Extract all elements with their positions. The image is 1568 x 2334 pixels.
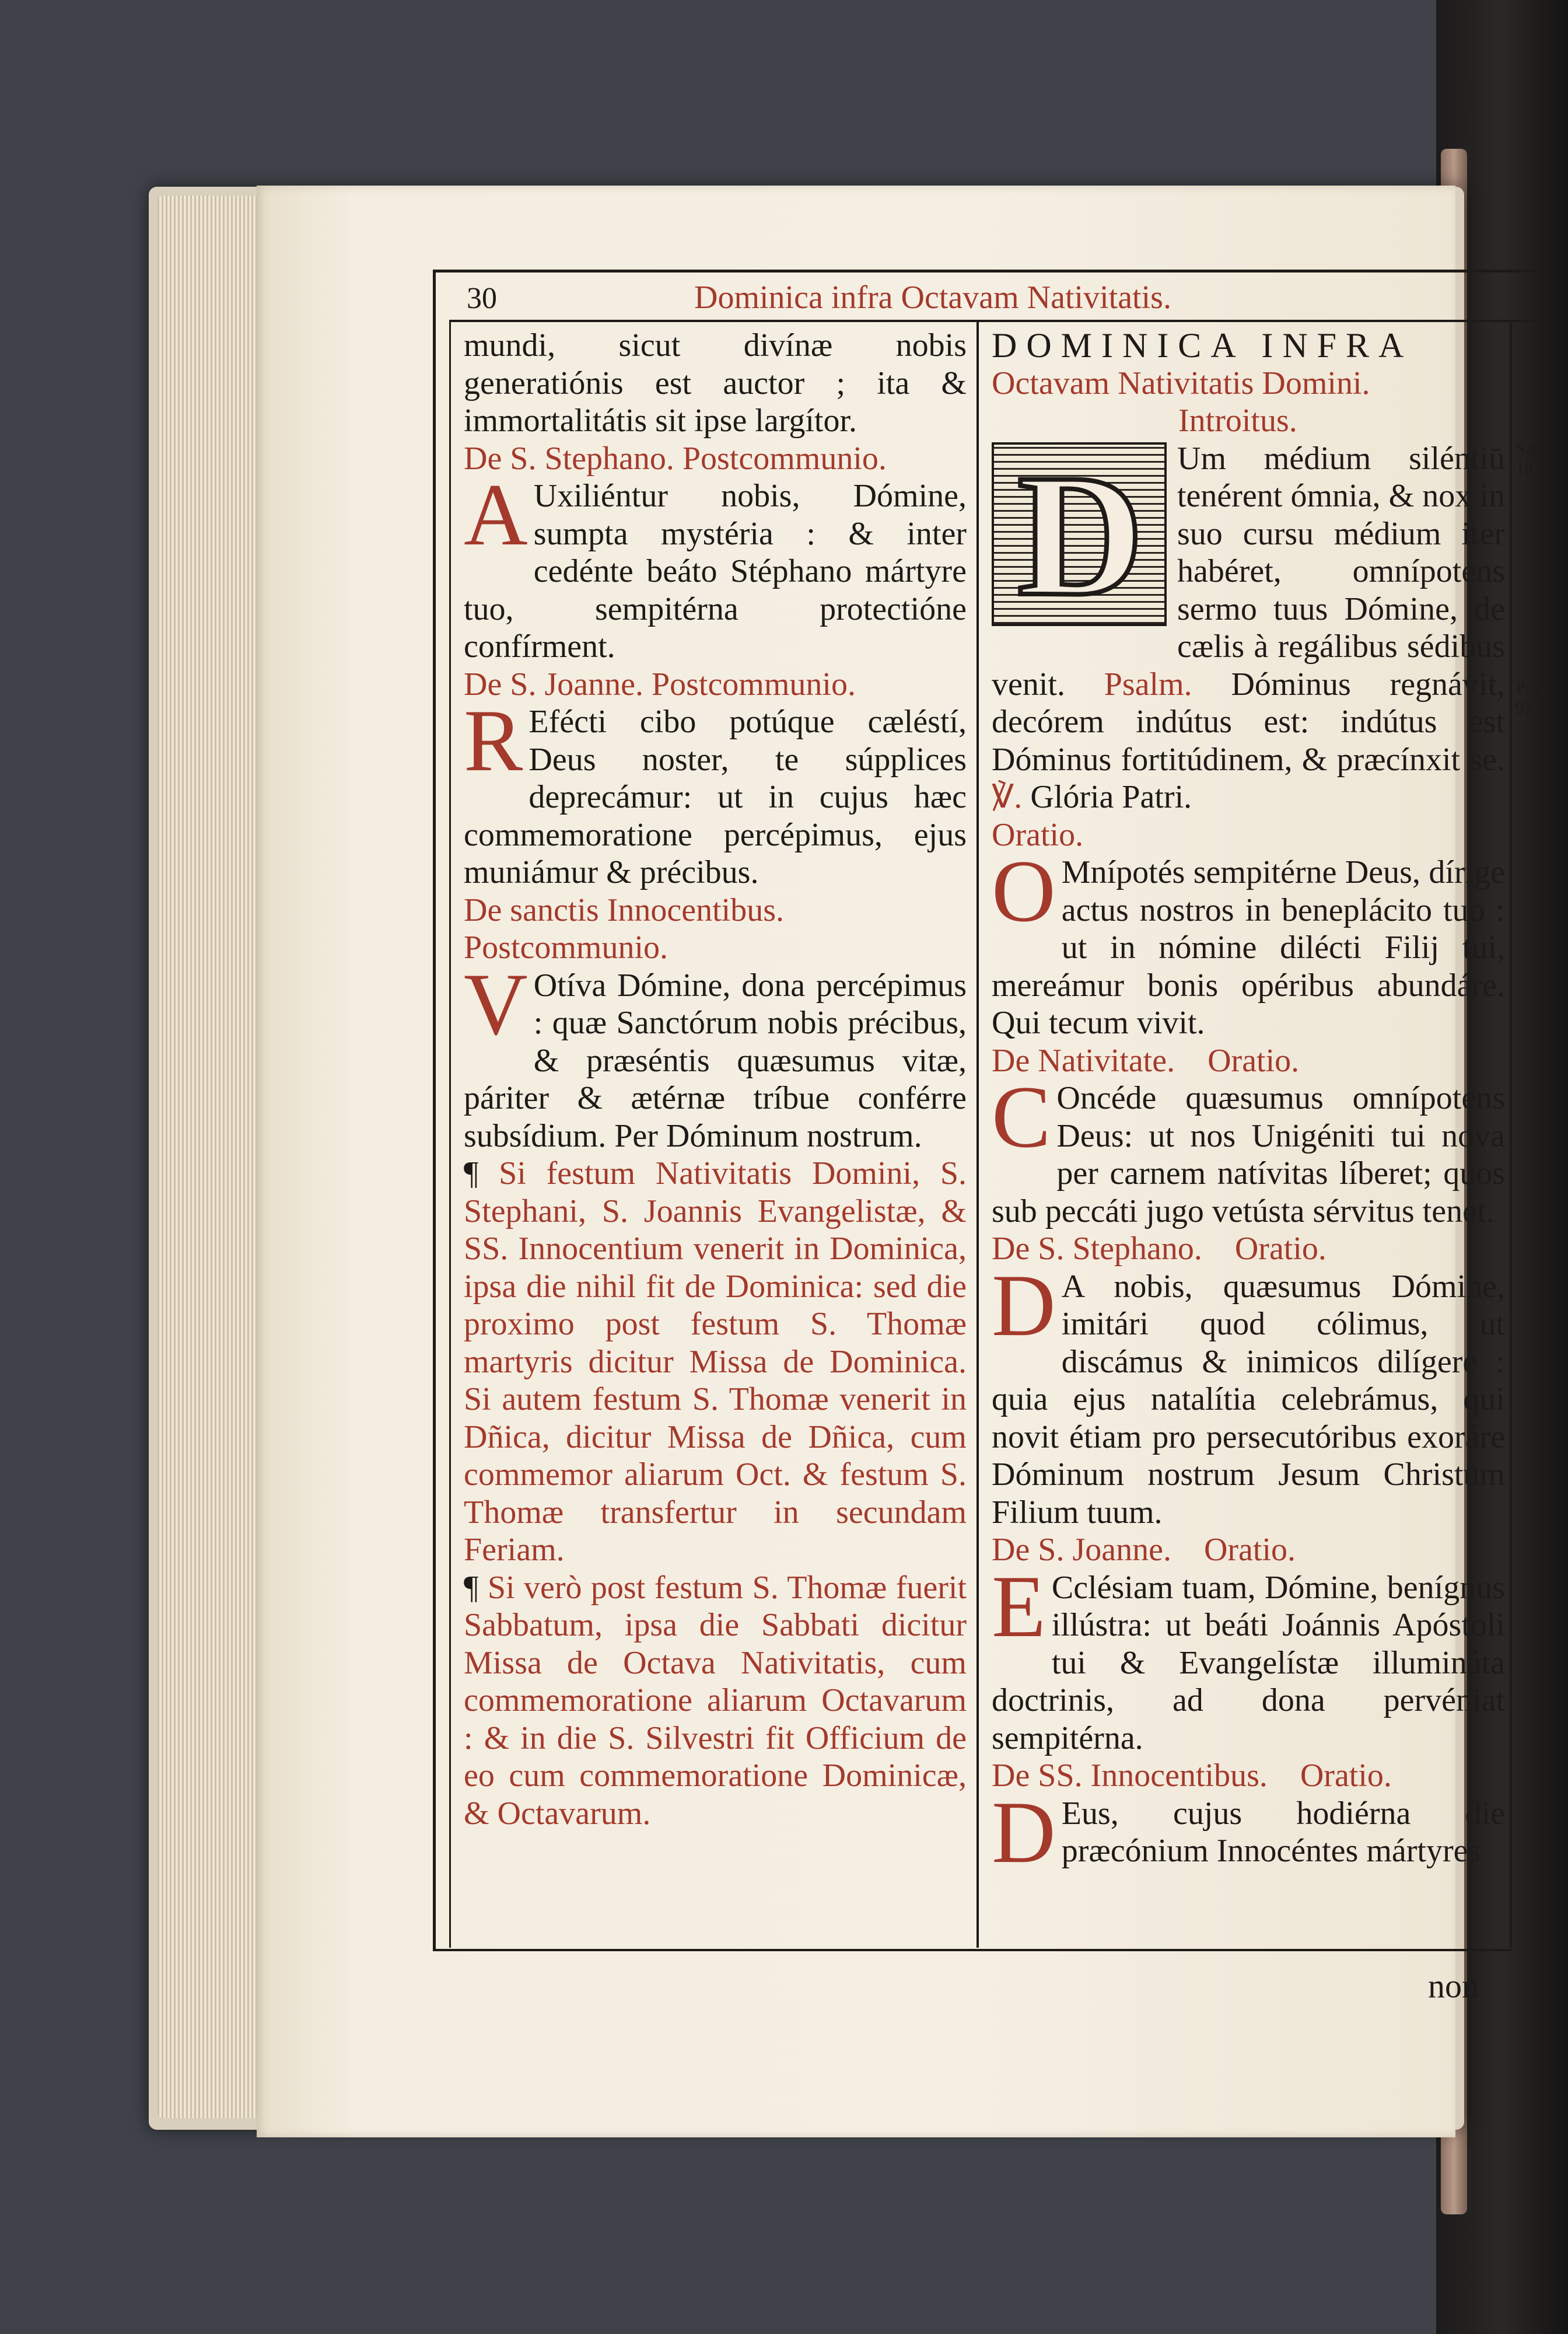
continuation-text: mundi, sicut divínæ nobis generatiónis est auctor ; ita & immortalitátis sit ipse largítor.: [464, 327, 967, 439]
rubrical-note-text: Si festum Nativitatis Domini, S. Stephani, S. Joannis Evangelistæ, & SS. Innocentium venerit in Dominica, ipsa die nihil fit de Dominica: sed die proximo post festum S. Thomæ martyris dicitur Missa de Dominica. Si autem festum S. Thomæ venerit in Dñica, dicitur Missa de Dñica, cum commemor aliarum Oct. & festum S. Thomæ transfertur in secundam Feriam.: [464, 1155, 967, 1568]
pilcrow-icon: ¶: [464, 1569, 479, 1606]
margin-note-psal: Psal. 92.: [1516, 678, 1549, 717]
prayer-text: Oncéde quæsumus omnípotens Deus: ut nos Unigéniti tui nova per carnem natívitas líberet; quos sub peccáti jugo vetústa sérvitus tenet.: [992, 1080, 1505, 1229]
initial-letter: O: [992, 842, 1056, 940]
prayer-text: Cclésiam tuam, Dómine, benígnus illústra: ut beáti Joánnis Apóstoli tui & Evangelístæ illumináta doctrinis, ad dona pervéniat sempitérna.: [992, 1569, 1505, 1756]
introit-psalm: Dóminus regnávit, decórem indútus est: indútus est Dóminus fortitúdinem, & præcínxit se.: [992, 666, 1506, 778]
introit: [992, 440, 1505, 816]
frame-top-rule: [435, 270, 1537, 272]
prayer-oratio: [992, 842, 1505, 1042]
decorated-initial-letter: D: [1017, 438, 1144, 632]
page-edges: [158, 195, 257, 2118]
rubrical-note-text: Si verò post festum S. Thomæ fuerit Sabbatum, ipsa die Sabbati dicitur Missa de Octava Nativitatis, cum commemoratione aliarum Octavarum : & in die S. Silvestri fit Officium de eo cum commemoratione Dominicæ, & Octavarum.: [464, 1569, 967, 1832]
initial-letter: V: [464, 955, 528, 1053]
rubric-john-oratio: De S. Joanne. Oratio.: [992, 1532, 1296, 1568]
prayer-text: A nobis, quæsumus Dómine, imitári quod cólimus, ut discámus & inimicos dilígere : quia ejus natalítia celebrámus, qui novit étiam pro persecutóribus exoráre Dóminum nostrum Jesum Christum Filium tuum.: [992, 1268, 1505, 1531]
rubric-innocents-postcommunio: Postcommunio.: [464, 930, 668, 966]
section-subtitle: Octavam Nativitatis Domini.: [992, 365, 1370, 401]
catchword: non: [1428, 1967, 1479, 2005]
prayer-john: [992, 1557, 1505, 1758]
pilcrow-icon: ¶: [464, 1155, 479, 1192]
prayer-text: Uxiliéntur nobis, Dómine, sumpta mystéria : & inter cedénte beáto Stéphano mártyre tuo, sempitérna protectióne confírment.: [464, 478, 967, 665]
initial-letter: D: [992, 1256, 1056, 1354]
initial-letter: D: [992, 1783, 1056, 1881]
frame-left-rule: [433, 270, 436, 1950]
rubric-stephen-postcommunio: De S. Stephano. Postcommunio.: [464, 440, 887, 477]
initial-letter: E: [992, 1557, 1046, 1655]
initial-letter: A: [464, 466, 528, 564]
prayer-text: Otíva Dómine, dona percépimus : quæ Sanctórum nobis précibus, & præséntis quæsumus vitæ, páriter & ætérnæ tríbue conférre subsídium. Per Dóminum nostrum.: [464, 967, 967, 1154]
prayer-innocents: [992, 1783, 1505, 1881]
prayer-nativity: [992, 1068, 1505, 1230]
prayer-stephen: [992, 1256, 1505, 1532]
rubrical-note-2: [464, 1569, 967, 1833]
margin-note-sap: Sap. 18.: [1516, 439, 1546, 478]
rubric-innocents-oratio: De SS. Innocentibus. Oratio.: [992, 1758, 1392, 1794]
initial-letter: C: [992, 1068, 1051, 1166]
prayer-innocents-postcommunio: [464, 955, 967, 1155]
left-column: [464, 327, 967, 1832]
gloria-patri: Glória Patri.: [1030, 779, 1192, 815]
header-underline: [449, 320, 1537, 322]
prayer-john-postcommunio: [464, 691, 967, 892]
rubrical-note-1: [464, 1155, 967, 1569]
prayer-text: Efécti cibo potúque cæléstí, Deus noster, te súpplices deprecámur: ut in cujus hæc commemoratione percépimus, ejus muniámur & précibus.: [464, 704, 967, 890]
frame-bottom-rule: [433, 1949, 1512, 1951]
versicle-icon: ℣.: [992, 779, 1023, 815]
decorated-initial-d: [992, 438, 1167, 632]
section-title: DOMINICA INFRA: [992, 326, 1413, 365]
column-divider: [977, 320, 979, 1948]
rubric-john-postcommunio: De S. Joanne. Postcommunio.: [464, 666, 856, 703]
prayer-stephen-postcommunio: [464, 466, 967, 666]
psalm-label: Psalm.: [1104, 666, 1192, 703]
frame-left-inner-rule: [449, 320, 451, 1948]
rubric-oratio: Oratio.: [992, 816, 1084, 853]
page-number: 30: [467, 282, 497, 315]
rubric-nativity-oratio: De Nativitate. Oratio.: [992, 1042, 1300, 1079]
introit-antiphon: Um médium siléntiū tenérent ómnia, & nox in suo cursu médium iter habéret, omnípotens sermo tuus Dómine, de cælis à regálibus sédibus venit.: [992, 440, 1505, 703]
initial-letter: R: [464, 691, 523, 789]
prayer-text: Eus, cujus hodiérna die præcónium Innocéntes mártyres: [1061, 1795, 1505, 1869]
rubric-introitus: Introitus.: [1178, 403, 1297, 439]
rubric-innocents: De sanctis Innocentibus.: [464, 892, 784, 928]
right-column: [992, 326, 1506, 1881]
prayer-text: Mnípotés sempitérne Deus, dírige actus nostros in beneplácito tuo : ut in nómine dilécti Filij tui, mereámur bonis opéribus abundáre. Qui tecum vivit.: [992, 854, 1505, 1041]
running-title: Dominica infra Octavam Nativitatis.: [694, 279, 1171, 316]
rubric-stephen-oratio: De S. Stephano. Oratio.: [992, 1231, 1326, 1267]
frame-right-rule: [1510, 320, 1512, 1948]
